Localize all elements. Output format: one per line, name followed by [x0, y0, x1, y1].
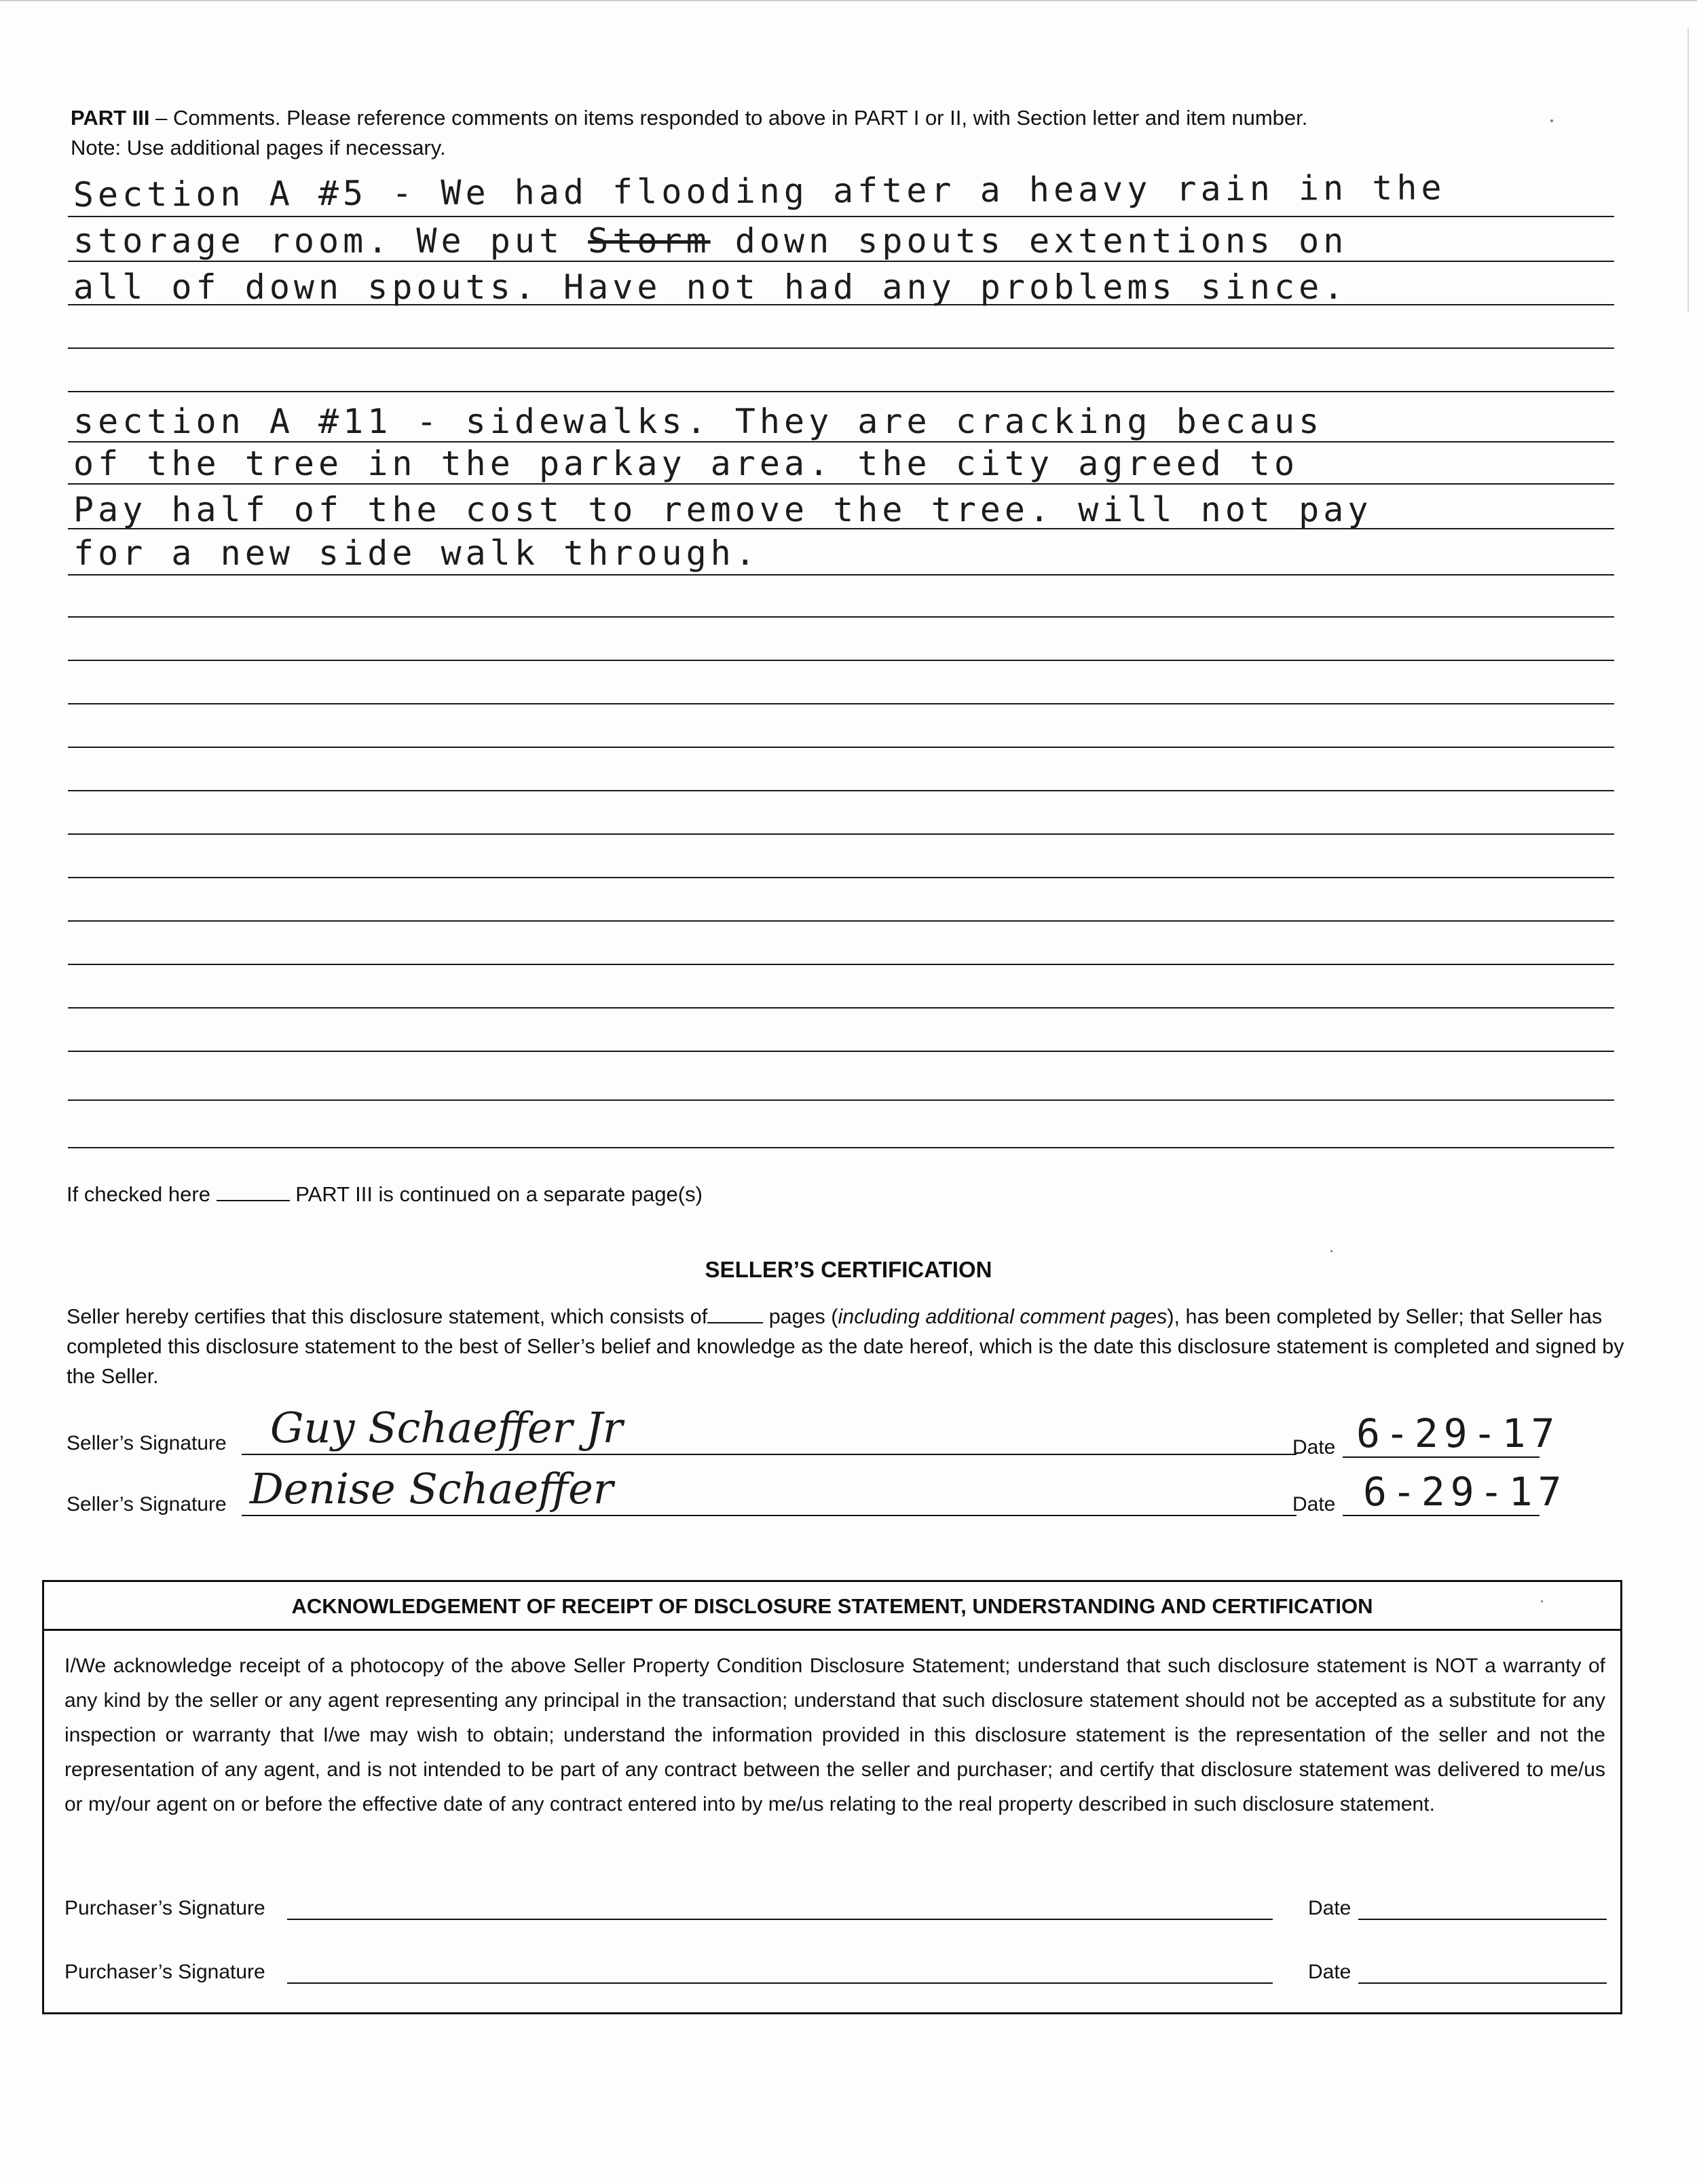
comment-line-2[interactable] [73, 221, 1347, 261]
page-count-blank[interactable] [707, 1304, 763, 1323]
comment-rule [68, 703, 1614, 704]
acknowledgement-box [42, 1580, 1622, 2014]
comment-line-7[interactable]: of the tree in the parkay area. the city agreed to [73, 444, 1299, 483]
seller-signature-row-1 [67, 1403, 1628, 1461]
certification-text: ), has been completed by Seller; that Seller has completed this disclosure statement to the best of Seller’s belief and knowledge as the date hereof, which is the date this disclosure statement is completed and signed by the Seller. [67, 1305, 1624, 1388]
seller-signature-line [242, 1454, 1297, 1455]
seller-date-2[interactable]: 6-29-17 [1363, 1469, 1567, 1515]
purchaser-signature-label: Purchaser’s Signature [64, 1897, 265, 1919]
purchaser-signature-line[interactable] [287, 1919, 1273, 1920]
scan-speck [1330, 1250, 1332, 1252]
continued-check-blank[interactable] [217, 1181, 290, 1201]
seller-signature-line [242, 1515, 1297, 1516]
date-label: Date [1308, 1961, 1351, 1983]
comment-text: down spouts extentions on [710, 221, 1348, 261]
sellers-certification-text [67, 1302, 1635, 1391]
comment-rule [68, 877, 1614, 878]
comment-rule [68, 216, 1614, 217]
date-label: Date [1292, 1493, 1336, 1515]
purchaser-signature-label: Purchaser’s Signature [64, 1961, 265, 1983]
certification-text: Seller hereby certifies that this disclosure statement, which consists of [67, 1305, 708, 1328]
purchaser-date-line[interactable] [1358, 1919, 1607, 1920]
comment-rule [68, 483, 1614, 485]
comment-rule [68, 833, 1614, 835]
comment-rule [68, 1099, 1614, 1101]
purchaser-signature-row-2 [64, 1948, 1605, 1989]
seller-date-1[interactable]: 6-29-17 [1356, 1410, 1561, 1456]
comment-rule [68, 441, 1614, 443]
date-label: Date [1292, 1436, 1336, 1458]
comment-line-9[interactable]: for a new side walk through. [73, 533, 760, 573]
certification-italic-text: including additional comment pages [838, 1305, 1168, 1328]
comment-rule [68, 304, 1614, 305]
date-label: Date [1308, 1897, 1351, 1919]
comment-rule [68, 1147, 1614, 1148]
scan-edge-right [1687, 27, 1689, 312]
certification-text: pages ( [763, 1305, 838, 1328]
comment-rule [68, 1051, 1614, 1052]
comment-rule [68, 920, 1614, 922]
comment-rule [68, 528, 1614, 529]
continued-row [67, 1181, 703, 1207]
seller-signature-row-2 [67, 1464, 1628, 1522]
seller-signature-2[interactable]: Denise Schaeffer [250, 1464, 614, 1513]
seller-signature-label: Seller’s Signature [67, 1432, 227, 1454]
seller-signature-1[interactable]: Guy Schaeffer Jr [270, 1403, 623, 1452]
comment-rule [68, 747, 1614, 748]
date-line [1343, 1515, 1540, 1516]
comment-rule [68, 660, 1614, 661]
continued-suffix: PART III is continued on a separate page(s) [295, 1182, 703, 1206]
comment-rule [68, 391, 1614, 392]
seller-signature-label: Seller’s Signature [67, 1493, 227, 1515]
comment-lines [68, 0, 1614, 1154]
comment-rule [68, 616, 1614, 618]
comment-rule [68, 964, 1614, 965]
part-iii-label: PART III [71, 106, 150, 130]
part-iii-note: Note: Use additional pages if necessary. [71, 136, 446, 159]
purchaser-signature-row-1 [64, 1885, 1605, 1925]
comment-line-6[interactable]: section A #11 - sidewalks. They are cracking becaus [73, 402, 1324, 441]
comment-rule [68, 347, 1614, 349]
comment-rule [68, 1007, 1614, 1009]
comment-line-8[interactable]: Pay half of the cost to remove the tree. will not pay [73, 490, 1373, 529]
acknowledgement-text: I/We acknowledge receipt of a photocopy of the above Seller Property Condition Disclosure Statement; understand that such disclosure statement is NOT a warranty of any kind by the seller or any agent representing any principal in the transaction; understand that such disclosure statement should not be accepted as a substitute for any inspection or warranty that I/we may wish to obtain; understand the information provided in this disclosure statement is the representation of the seller and not the representation of any agent, and is not intended to be part of any contract between the seller and purchaser; and certify that disclosure statement was delivered to me/us or my/our agent on or before the effective date of any contract entered into by me/us relating to the real property described in such disclosure statement. [64, 1655, 1605, 1815]
part-iii-instructions: – Comments. Please reference comments on items responded to above in PART I or II, with Section letter and item number. [149, 106, 1308, 130]
acknowledgement-title: ACKNOWLEDGEMENT OF RECEIPT OF DISCLOSURE STATEMENT, UNDERSTANDING AND CERTIFICATION [44, 1582, 1620, 1631]
date-line [1343, 1456, 1540, 1458]
purchaser-signature-line[interactable] [287, 1982, 1273, 1984]
sellers-certification-title: SELLER’S CERTIFICATION [705, 1257, 992, 1282]
comment-rule [68, 261, 1614, 262]
purchaser-date-line[interactable] [1358, 1982, 1607, 1984]
comment-rule [68, 790, 1614, 791]
comment-text: storage room. We put [73, 221, 589, 261]
continued-prefix: If checked here [67, 1182, 210, 1206]
struck-text: Storm [588, 221, 711, 261]
comment-rule [68, 574, 1614, 576]
comment-line-1[interactable]: Section A #5 - We had flooding after a heavy rain in the [73, 168, 1446, 214]
comment-line-3[interactable]: all of down spouts. Have not had any problems since. [73, 267, 1348, 307]
